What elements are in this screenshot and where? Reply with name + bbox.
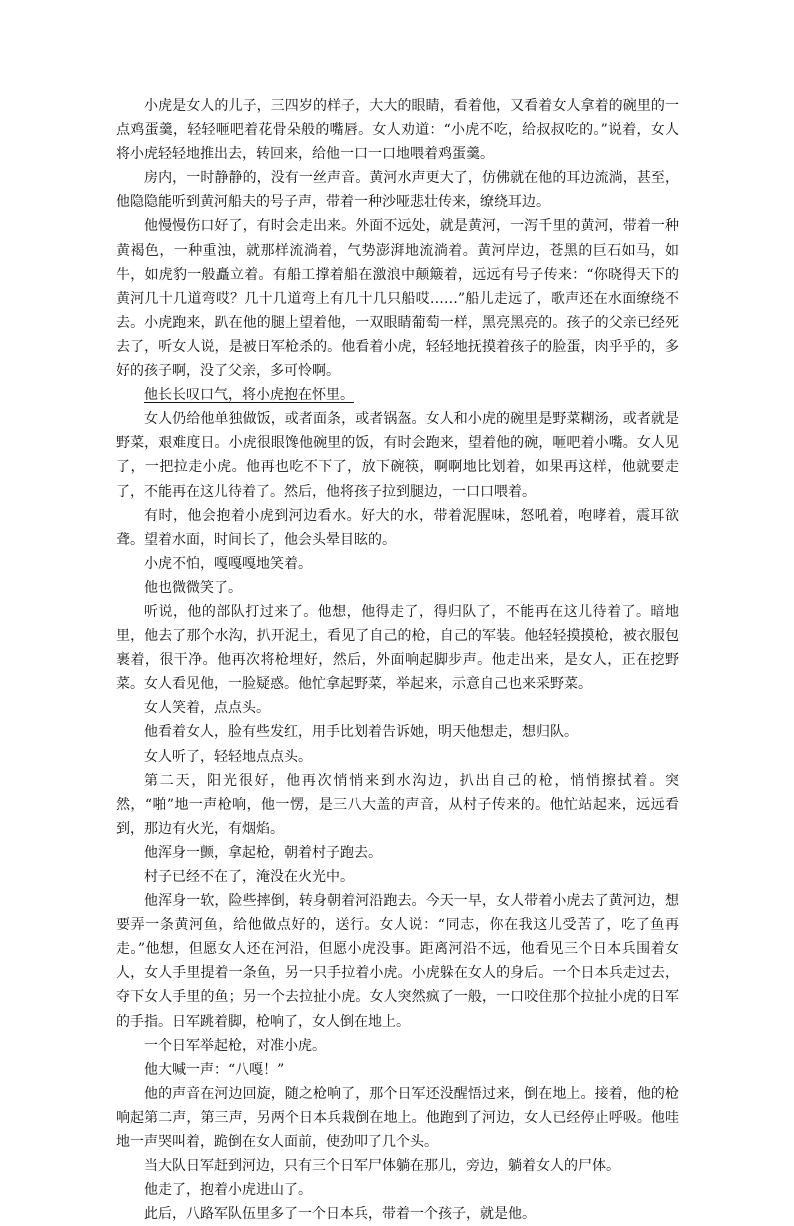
- paragraph-17: 一个日军举起枪，对准小虎。: [144, 1037, 326, 1054]
- story-text: [116, 94, 679, 1226]
- paragraph-18: 他大喊一声：“八嘎！”: [144, 1061, 285, 1078]
- paragraph-5: 女人仍给他单独做饭，或者面条，或者锅盔。女人和小虎的碗里是野菜糊汤，或者就是野菜，艰难度日。小虎很眼馋他碗里的饭，有时会跑来，望着他的碗，咂吧着小嘴。女人见了，一把拉走小虎。他再也吃不下了，放下碗筷，啊啊地比划着，如果再这样，他就要走了，不能再在这儿待着了。然后，他将孩子拉到腿边，一口口喂着。: [116, 411, 679, 500]
- paragraph-19: 他的声音在河边回旋，随之枪响了，那个日军还没醒悟过来，倒在地上。接着，他的枪响起第二声，第三声，另两个日本兵栽倒在地上。他跑到了河边，女人已经停止呼吸。他哇地一声哭叫着，跪倒在女人面前，使劲叩了几个头。: [116, 1085, 679, 1151]
- paragraph-12: 女人听了，轻轻地点点头。: [144, 748, 312, 765]
- paragraph-4-underlined: [116, 383, 679, 407]
- paragraph-21: 他走了，抱着小虎进山了。: [144, 1182, 312, 1199]
- paragraph-10: 女人笑着，点点头。: [144, 700, 270, 717]
- paragraph-20: 当大队日军赶到河边，只有三个日军尸体躺在那儿，旁边，躺着女人的尸体。: [144, 1158, 620, 1175]
- paragraph-22: 此后，八路军队伍里多了一个日本兵，带着一个孩子，就是他。: [144, 1206, 536, 1223]
- paragraph-1: 小虎是女人的儿子，三四岁的样子，大大的眼睛，看着他，又看着女人拿着的碗里的一点鸡蛋羹，轻轻咂吧着花骨朵般的嘴唇。女人劝道：“小虎不吃，给叔叔吃的。”说着，女人将小虎轻轻地推出去，转回来，给他一口一口地喂着鸡蛋羹。: [116, 98, 679, 163]
- paragraph-7: 小虎不怕，嘎嘎嘎地笑着。: [144, 555, 312, 572]
- paragraph-15: 村子已经不在了，淹没在火光中。: [144, 869, 354, 885]
- paragraph-16: 他浑身一软，险些摔倒，转身朝着河沿跑去。今天一早，女人带着小虎去了黄河边，想要弄一条黄河鱼，给他做点好的，送行。女人说：“同志，你在我这儿受苦了，吃了鱼再走。”他想，但愿女人还在河沿，但愿小虎没事。距离河沿不远，他看见三个日本兵围着女人，女人手里提着一条鱼，另一只手拉着小虎。小虎躲在女人的身后。一个日本兵走过去，夺下女人手里的鱼；另一个去拉扯小虎。女人突然疯了一般，一口咬住那个拉扯小虎的日军的手指。日军跳着脚，枪响了，女人倒在地上。: [116, 893, 679, 1030]
- paragraph-14: 他浑身一颤，拿起枪，朝着村子跑去。: [144, 844, 382, 861]
- paragraph-3: 他慢慢伤口好了，有时会走出来。外面不远处，就是黄河，一泻千里的黄河，带着一种黄褐色，一种重浊，就那样流淌着，气势澎湃地流淌着。黄河岸边，苍黑的巨石如马，如牛，如虎豹一般矗立着。有船工撑着船在激浪中颠簸着，远远有号子传来：“你晓得天下的黄河几十几道弯哎？几十几道弯上有几十几只船哎……”船儿走远了，歌声还在水面缭绕不去。小虎跑来，趴在他的腿上望着他，一双眼睛葡萄一样，黑亮黑亮的。孩子的父亲已经死去了，听女人说，是被日军枪杀的。他看着小虎，轻轻地抚摸着孩子的脸蛋，肉乎乎的，多好的孩子啊，没了父亲，多可怜啊。: [116, 218, 679, 380]
- paragraph-9: 听说，他的部队打过来了。他想，他得走了，得归队了，不能再在这儿待着了。暗地里，他去了那个水沟，扒开泥土，看见了自己的枪，自己的军装。他轻轻摸摸枪，被衣服包裹着，很干净。他再次将枪埋好，然后，外面响起脚步声。他走出来，是女人，正在挖野菜。女人看见他，一脸疑惑。他忙拿起野菜，举起来，示意自己也来采野菜。: [116, 603, 679, 693]
- paragraph-13: 第二天，阳光很好，他再次悄悄来到水沟边，扒出自己的枪，悄悄擦拭着。突然，“啪”地一声枪响，他一愣，是三八大盖的声音，从村子传来的。他忙站起来，远远看到，那边有火光，有烟焰。: [116, 772, 679, 837]
- paragraph-6: 有时，他会抱着小虎到河边看水。好大的水，带着泥腥味，怒吼着，咆哮着，震耳欲聋。望着水面，时间长了，他会头晕目眩的。: [116, 507, 679, 548]
- paragraph-8: 他也微微笑了。: [144, 579, 242, 596]
- paragraph-2: 房内，一时静静的，没有一丝声音。黄河水声更大了，仿佛就在他的耳边流淌，甚至，他隐隐能听到黄河船夫的号子声，带着一种沙哑悲壮传来，缭绕耳边。: [116, 170, 679, 211]
- paragraph-11: 他看着女人，脸有些发红，用手比划着告诉她，明天他想走，想归队。: [144, 724, 578, 741]
- underlined-sentence: 他长长叹口气，将小虎抱在怀里。: [144, 387, 354, 404]
